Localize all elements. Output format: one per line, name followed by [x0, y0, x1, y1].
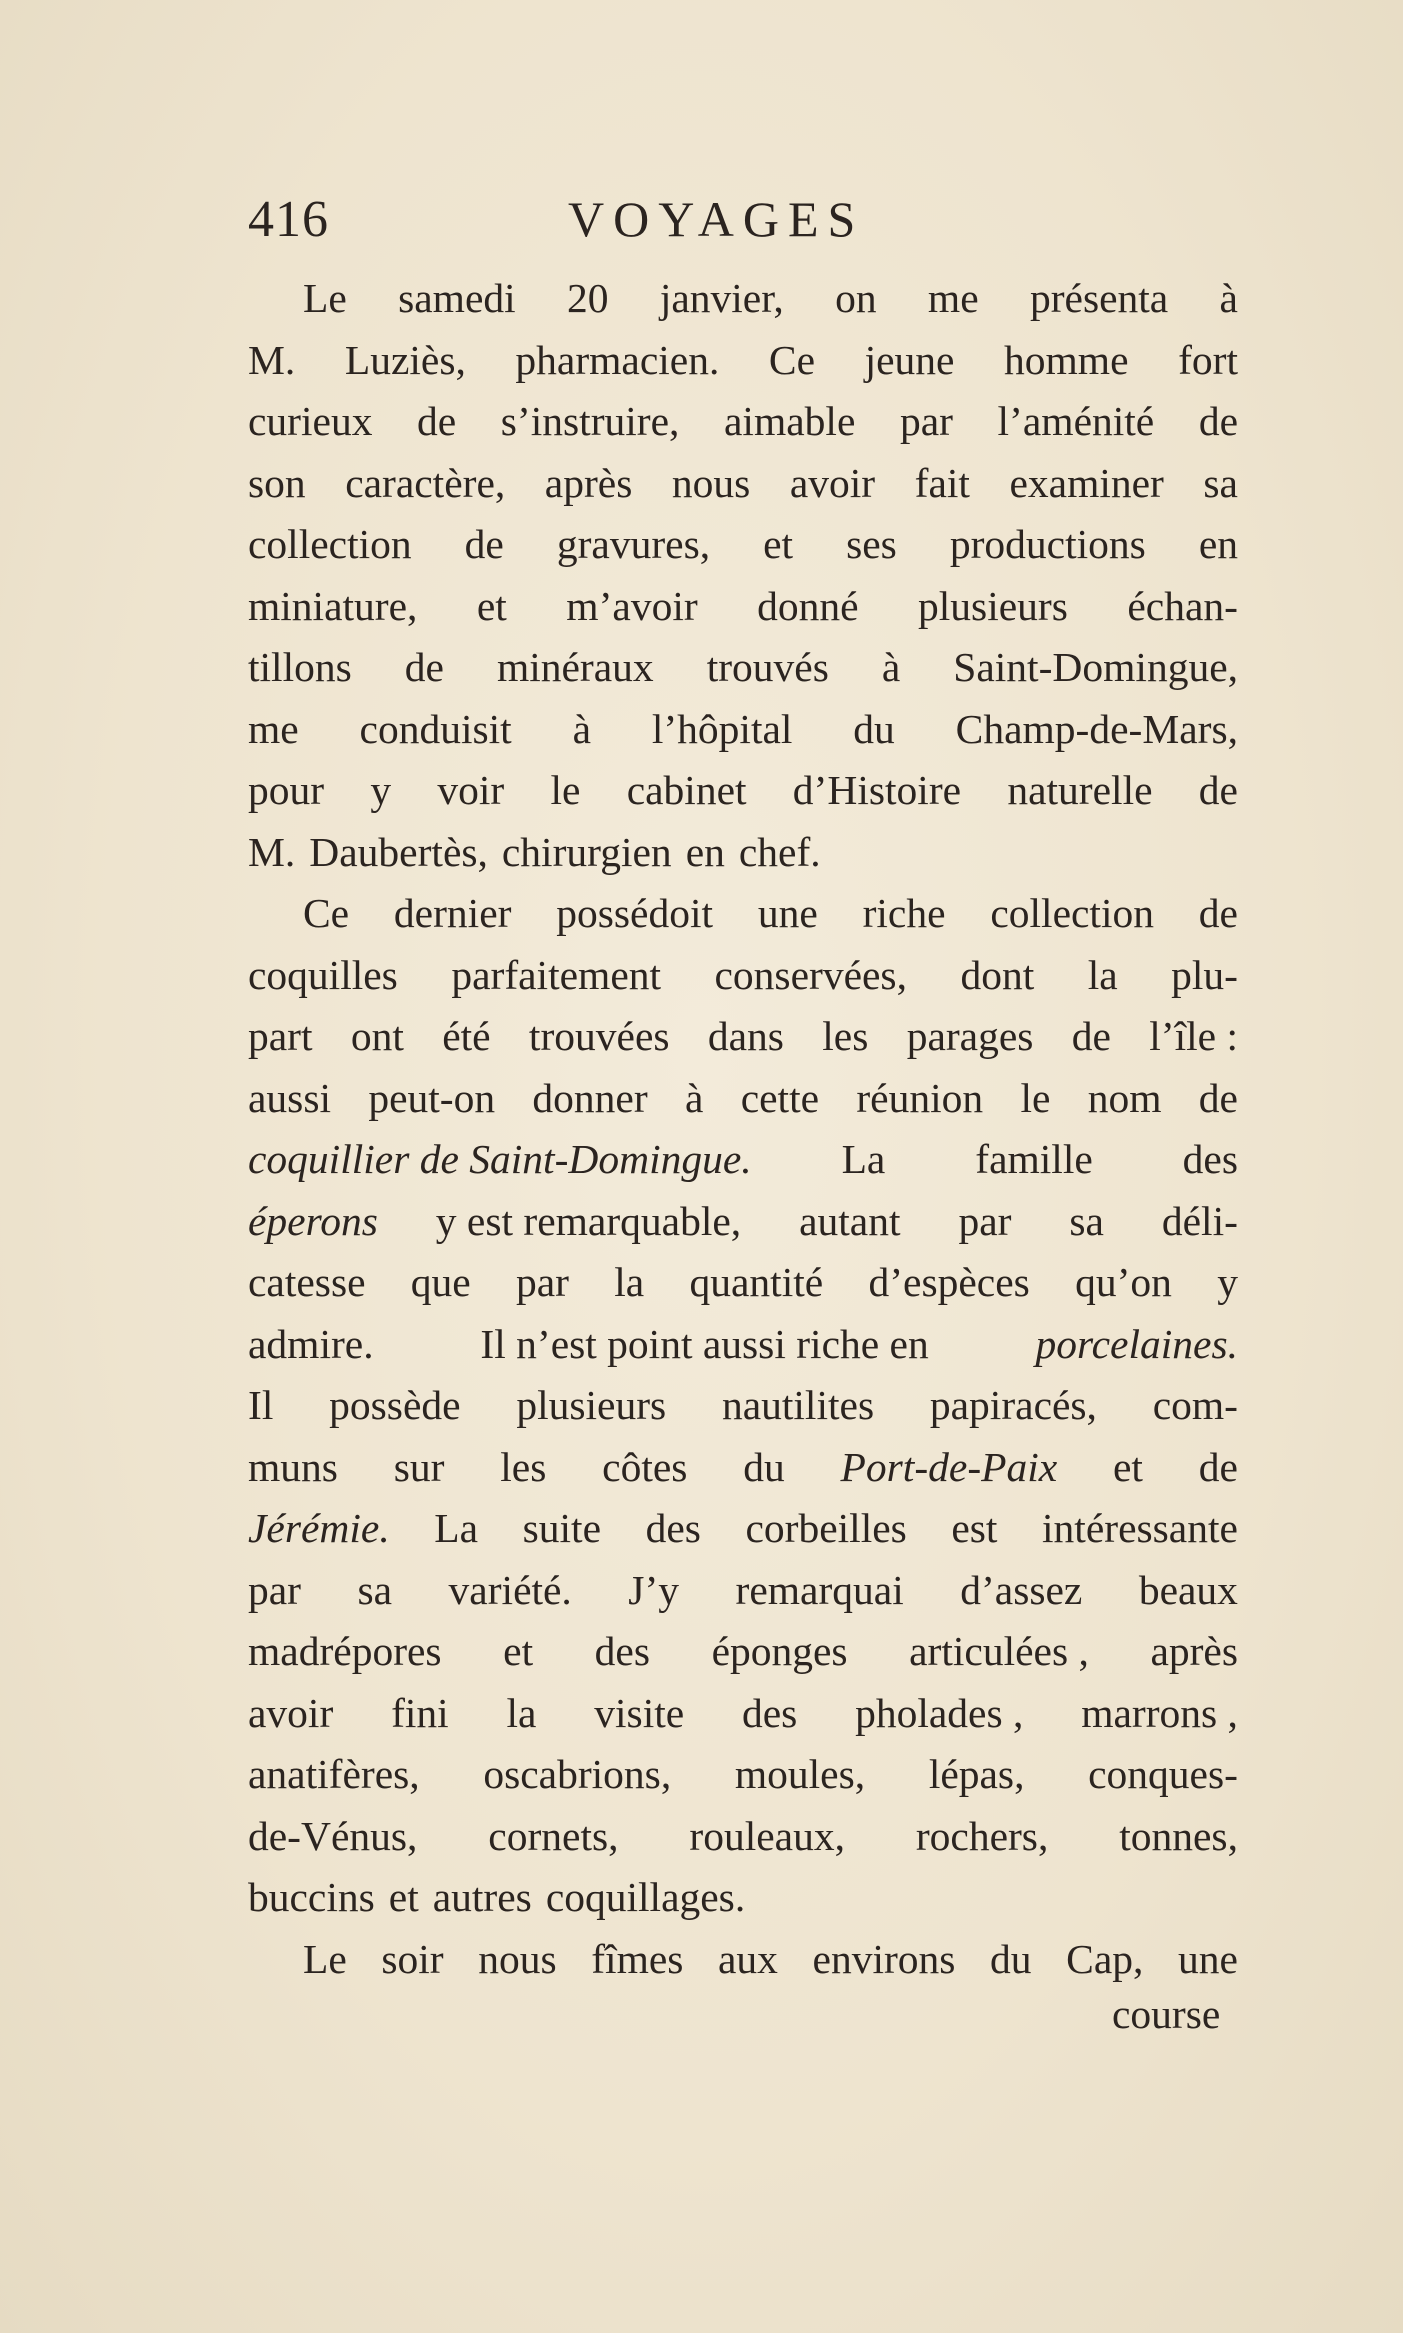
text-segment: conservées, — [714, 951, 907, 998]
text-segment: une — [1177, 1935, 1238, 1982]
text-line — [248, 1314, 1238, 1376]
text-segment: nautilites — [721, 1382, 875, 1428]
text-segment: riche — [862, 890, 946, 936]
text-segment: com- — [1152, 1382, 1238, 1428]
text-segment: miniature, — [248, 582, 418, 629]
text-segment: parfaitement — [451, 951, 662, 998]
text-segment: me — [927, 275, 979, 321]
text-segment: les — [500, 1443, 547, 1490]
text-segment: admire. — [248, 1320, 374, 1367]
text-segment: de — [1198, 398, 1238, 444]
text-segment: par — [248, 1566, 301, 1613]
text-segment: m’avoir — [566, 582, 698, 629]
text-segment: collection — [990, 890, 1154, 936]
text-segment: éperons — [248, 1197, 378, 1244]
text-segment: à — [1219, 275, 1238, 321]
text-segment: buccins — [248, 1874, 375, 1920]
text-segment: des — [1182, 1136, 1238, 1182]
text-line — [248, 514, 1238, 576]
text-segment: et — [476, 582, 507, 629]
text-segment: Daubertès, — [309, 828, 488, 875]
text-segment: aux — [718, 1935, 778, 1982]
text-segment: avoir — [789, 459, 876, 506]
text-segment: du — [990, 1935, 1032, 1982]
text-segment: La — [841, 1136, 886, 1182]
text-segment: Champ-de-Mars, — [955, 705, 1238, 752]
text-segment: Le — [303, 275, 347, 321]
text-segment: rochers, — [915, 1812, 1049, 1859]
text-segment: par — [958, 1197, 1012, 1244]
text-segment: M. — [248, 828, 296, 875]
text-segment: caractère, — [345, 459, 506, 506]
text-segment: à — [684, 1074, 704, 1121]
text-segment: nom — [1087, 1074, 1162, 1121]
text-line — [248, 1191, 1238, 1253]
text-segment: sa — [1203, 459, 1238, 506]
text-line — [248, 637, 1238, 699]
text-segment: samedi — [398, 275, 516, 321]
text-line — [248, 1375, 1238, 1437]
text-segment: y — [370, 767, 392, 813]
text-segment: ses — [846, 521, 897, 567]
text-line — [248, 1129, 1238, 1191]
text-line — [248, 1929, 1238, 1991]
text-segment: coquilles — [248, 951, 398, 998]
text-segment: avoir — [248, 1689, 334, 1736]
text-segment: la — [1087, 951, 1118, 998]
text-segment: par — [516, 1259, 569, 1305]
text-segment: plu- — [1171, 951, 1238, 998]
text-line — [248, 1068, 1238, 1130]
text-segment: minéraux — [496, 644, 654, 690]
text-segment: côtes — [602, 1443, 688, 1490]
text-segment: Port-de-Paix — [840, 1443, 1058, 1490]
text-segment: visite — [594, 1689, 685, 1736]
text-segment: en — [685, 828, 725, 875]
text-segment: remarquai — [735, 1566, 904, 1613]
text-segment: jeune — [864, 336, 955, 383]
text-segment: catesse — [248, 1259, 366, 1305]
text-segment: collection — [248, 521, 412, 567]
text-segment: le — [550, 767, 581, 813]
text-segment: Il n’est point aussi riche en — [480, 1320, 929, 1367]
text-segment: y — [1217, 1259, 1238, 1305]
text-line — [248, 1560, 1238, 1622]
text-segment: aimable — [724, 398, 856, 444]
body-text — [248, 268, 1238, 1990]
text-segment: nous — [478, 1935, 557, 1982]
text-line — [248, 1437, 1238, 1499]
text-segment: été — [442, 1013, 491, 1059]
text-segment: voir — [437, 767, 505, 813]
text-segment: fîmes — [591, 1935, 684, 1982]
text-segment: des — [594, 1628, 650, 1674]
text-line — [248, 1683, 1238, 1745]
text-segment: la — [506, 1689, 537, 1736]
text-line — [248, 1252, 1238, 1314]
text-segment: quantité — [689, 1259, 824, 1305]
text-segment: de — [1198, 1074, 1238, 1121]
text-segment: part — [248, 1013, 313, 1059]
text-line — [248, 1006, 1238, 1068]
text-segment: de — [417, 398, 457, 444]
text-segment: à — [881, 644, 901, 690]
text-segment: famille — [975, 1136, 1093, 1182]
text-segment: du — [853, 705, 895, 752]
text-segment: de — [404, 644, 444, 690]
text-segment: et — [388, 1874, 419, 1920]
text-line — [248, 330, 1238, 392]
text-segment: la — [614, 1259, 645, 1305]
text-segment: oscabrions, — [483, 1751, 672, 1797]
text-line — [248, 883, 1238, 945]
text-segment: moules, — [734, 1751, 866, 1797]
text-line — [248, 945, 1238, 1007]
text-segment: des — [741, 1689, 798, 1736]
text-segment: marrons , — [1081, 1689, 1238, 1736]
text-segment: une — [757, 890, 818, 936]
text-segment: cabinet — [626, 767, 747, 813]
text-segment: et — [1112, 1443, 1143, 1490]
text-segment: que — [410, 1259, 471, 1305]
text-line — [248, 1806, 1238, 1868]
text-segment: fort — [1178, 336, 1238, 383]
text-segment: son — [248, 459, 306, 506]
text-segment: présenta — [1029, 275, 1169, 321]
text-line — [248, 268, 1238, 330]
text-segment: homme — [1004, 336, 1129, 383]
text-segment: chirurgien — [501, 828, 672, 875]
text-segment: Ce — [303, 890, 350, 936]
text-line — [248, 453, 1238, 515]
text-segment: madrépores — [248, 1628, 442, 1674]
text-segment: échan- — [1127, 582, 1238, 629]
text-segment: pholades , — [855, 1689, 1024, 1736]
text-segment: Cap, — [1066, 1935, 1144, 1982]
text-segment: réunion — [856, 1074, 984, 1121]
text-segment: de — [1071, 1013, 1111, 1059]
text-segment: possède — [329, 1382, 461, 1428]
text-segment: par — [899, 398, 953, 444]
text-segment: aussi — [248, 1074, 331, 1121]
text-segment: conduisit — [359, 705, 512, 752]
text-segment: plusieurs — [516, 1382, 667, 1428]
text-segment: Le — [303, 1935, 347, 1982]
text-segment: de — [1198, 1443, 1238, 1490]
text-segment: conques- — [1088, 1751, 1238, 1797]
running-title: VOYAGES — [568, 191, 865, 247]
text-segment: gravures, — [556, 521, 711, 567]
text-segment: y est remarquable, — [435, 1197, 742, 1244]
text-segment: trouvées — [528, 1013, 670, 1059]
text-segment: sa — [1069, 1197, 1104, 1244]
text-segment: est — [951, 1505, 998, 1551]
text-segment: à — [572, 705, 591, 752]
text-segment: cette — [740, 1074, 820, 1121]
text-segment: d’espèces — [868, 1259, 1030, 1305]
text-segment: rouleaux, — [689, 1812, 845, 1859]
text-segment: l’aménité — [997, 398, 1155, 444]
text-segment: le — [1020, 1074, 1051, 1121]
text-segment: on — [835, 275, 877, 321]
text-line — [248, 760, 1238, 822]
text-segment: suite — [522, 1505, 602, 1551]
text-segment: anatifères, — [248, 1751, 420, 1797]
text-segment: Ce — [768, 336, 816, 383]
text-segment: sur — [393, 1443, 445, 1490]
text-segment: dernier — [393, 890, 512, 936]
text-segment: sa — [357, 1566, 393, 1613]
text-segment: articulées , — [909, 1628, 1089, 1674]
text-segment: muns — [248, 1443, 338, 1490]
text-segment: coquillier de Saint-Domingue. — [248, 1136, 752, 1182]
text-segment: de — [1198, 767, 1238, 813]
page-number: 416 — [248, 191, 329, 248]
text-line — [248, 1498, 1238, 1560]
text-segment: en — [1198, 521, 1238, 567]
text-segment: fait — [914, 459, 970, 506]
text-segment: plusieurs — [918, 582, 1068, 629]
text-segment: parages — [906, 1013, 1034, 1059]
text-segment: janvier, — [659, 275, 784, 321]
text-segment: corbeilles — [745, 1505, 907, 1551]
text-segment: possédoit — [556, 890, 714, 936]
text-segment: l’hôpital — [651, 705, 793, 752]
text-segment: trouvés — [706, 644, 829, 690]
text-segment: soir — [381, 1935, 444, 1982]
text-segment: donné — [757, 582, 859, 629]
text-line — [248, 1621, 1238, 1683]
text-segment: nous — [671, 459, 751, 506]
text-segment: naturelle — [1007, 767, 1153, 813]
text-segment: de-Vénus, — [248, 1812, 418, 1859]
text-segment: porcelaines. — [1035, 1320, 1238, 1367]
text-segment: dont — [960, 951, 1035, 998]
text-segment: qu’on — [1075, 1259, 1172, 1305]
text-line — [248, 391, 1238, 453]
text-segment: et — [763, 521, 794, 567]
text-segment: d’assez — [960, 1566, 1083, 1613]
text-segment: tillons — [248, 644, 352, 690]
text-segment: pour — [248, 767, 325, 813]
text-line — [248, 822, 1238, 884]
text-segment: d’Histoire — [792, 767, 962, 813]
text-segment: curieux — [248, 398, 373, 444]
text-line — [248, 1867, 1238, 1929]
text-segment: La — [434, 1505, 479, 1551]
text-segment: après — [544, 459, 633, 506]
text-segment: du — [743, 1443, 785, 1490]
text-segment: examiner — [1009, 459, 1164, 506]
text-segment: déli- — [1161, 1197, 1238, 1244]
text-segment: cornets, — [488, 1812, 619, 1859]
text-segment: après — [1150, 1628, 1238, 1674]
text-segment: coquillages. — [545, 1874, 746, 1920]
text-line — [248, 576, 1238, 638]
text-segment: lépas, — [928, 1751, 1025, 1797]
text-segment: intéressante — [1042, 1505, 1238, 1551]
text-segment: et — [503, 1628, 534, 1674]
text-segment: M. — [248, 336, 296, 383]
text-segment: de — [464, 521, 504, 567]
page-header — [248, 190, 1238, 260]
text-line — [248, 1744, 1238, 1806]
text-line — [248, 699, 1238, 761]
text-segment: peut-on — [368, 1074, 496, 1121]
text-segment: tonnes, — [1119, 1812, 1238, 1859]
text-segment: Il — [248, 1382, 274, 1428]
text-segment: environs — [812, 1935, 956, 1982]
text-segment: Jérémie. — [248, 1505, 390, 1551]
text-segment: donner — [532, 1074, 648, 1121]
text-segment: éponges — [711, 1628, 848, 1674]
text-segment: Luziès, — [344, 336, 466, 383]
text-segment: productions — [949, 521, 1146, 567]
catchword: course — [1112, 1991, 1221, 2037]
text-segment: autres — [432, 1874, 532, 1920]
text-segment: les — [822, 1013, 869, 1059]
text-segment: 20 — [567, 275, 609, 321]
text-segment: l’île : — [1149, 1013, 1238, 1059]
text-segment: pharmacien. — [515, 336, 720, 383]
text-segment: s’instruire, — [500, 398, 680, 444]
text-segment: Saint-Domingue, — [953, 644, 1238, 690]
text-segment: des — [645, 1505, 701, 1551]
text-segment: J’y — [628, 1566, 680, 1613]
text-segment: de — [1198, 890, 1238, 936]
text-segment: ont — [350, 1013, 404, 1059]
text-segment: me — [248, 705, 299, 752]
text-segment: variété. — [448, 1566, 572, 1613]
text-segment: autant — [799, 1197, 901, 1244]
text-segment: papiracés, — [929, 1382, 1097, 1428]
text-segment: fini — [391, 1689, 449, 1736]
text-segment: dans — [707, 1013, 784, 1059]
text-segment: beaux — [1138, 1566, 1238, 1613]
text-segment: chef. — [738, 828, 821, 875]
